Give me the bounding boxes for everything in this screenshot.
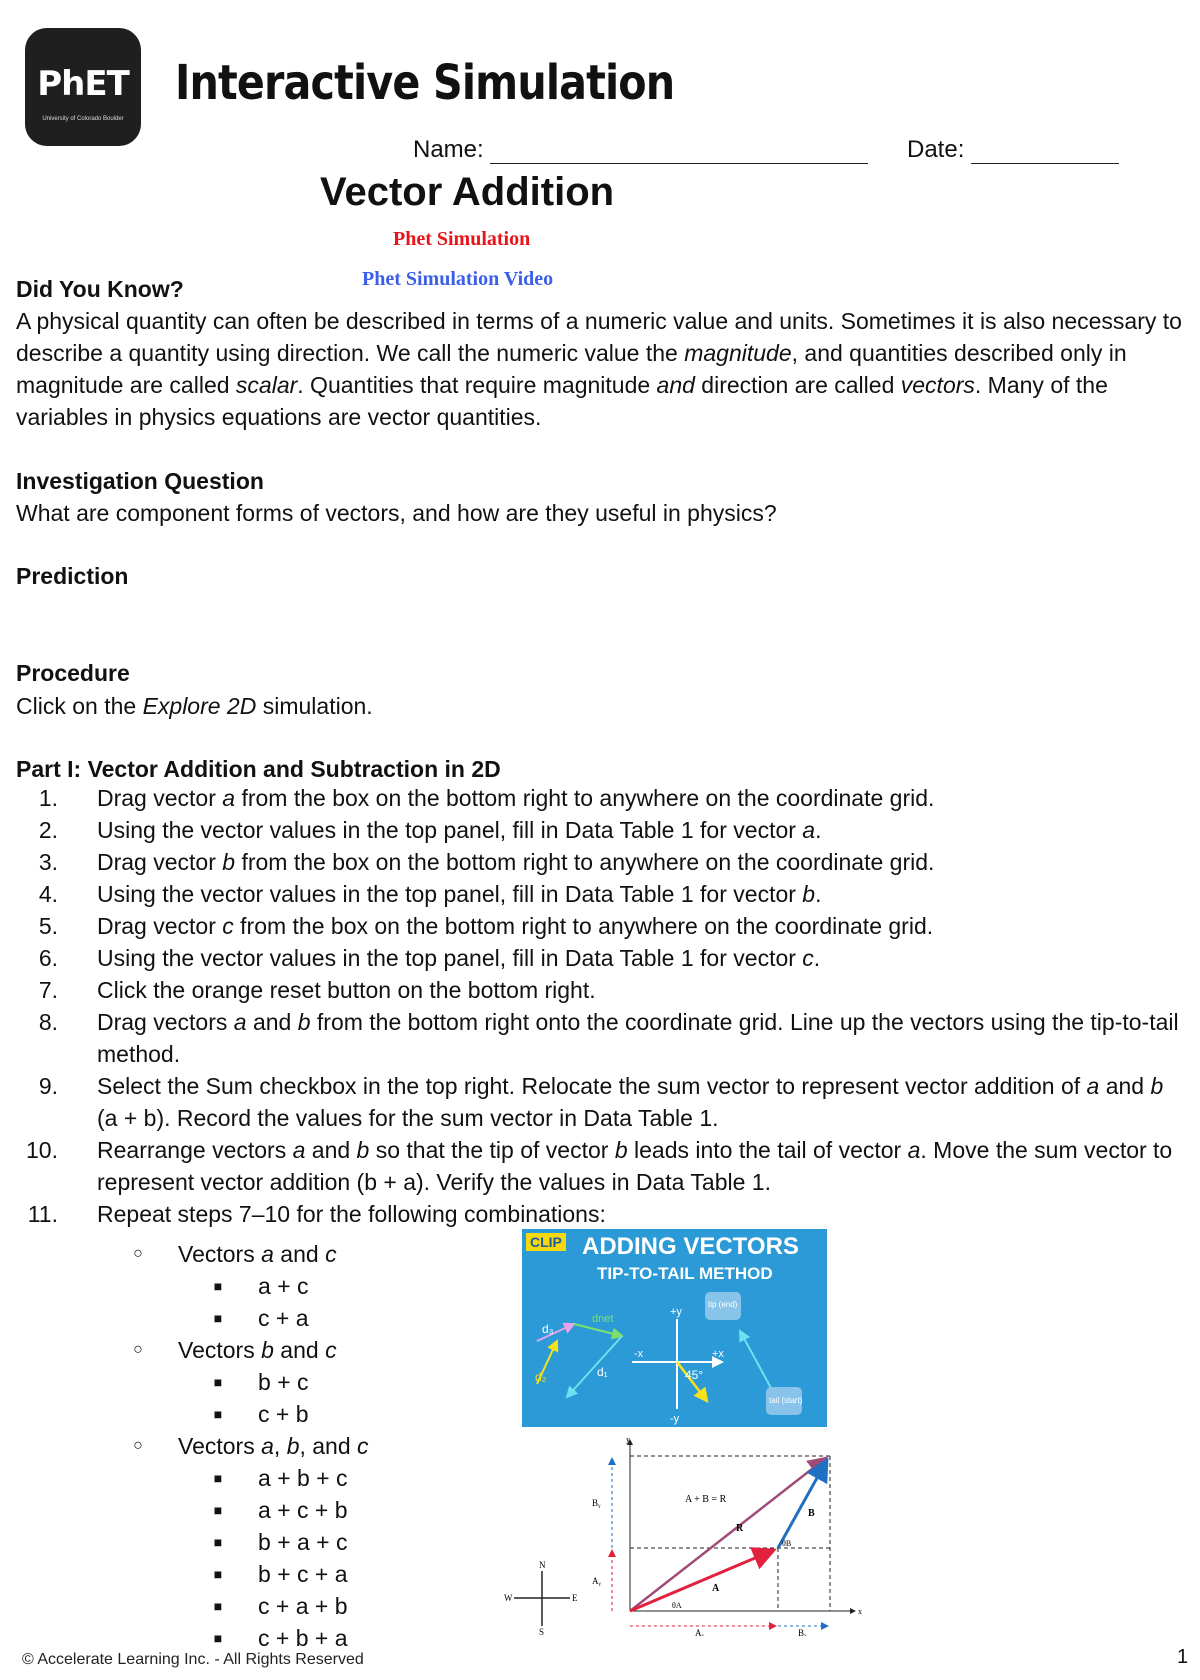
did-you-know-paragraph: A physical quantity can often be described in terms of a numeric value and units. Sometimes it is also necessary to describe a quantity using direction. We call the numeric value the magnitude, and quantities described only in magnitude are called scalar. Quantities that require magnitude and direction are called vectors. Many of the variables in physics equations are vector quantities. [16, 308, 1182, 430]
compass-e: E [572, 1593, 578, 1603]
procedure-step [0, 1006, 1185, 1070]
step-number: 3. [38, 849, 58, 875]
step-number: 4. [38, 881, 58, 907]
procedure-step [0, 910, 1185, 942]
circle-bullet-icon: ○ [133, 1245, 143, 1262]
clip-label-d2: d₂ [535, 1370, 547, 1384]
step-number: 5. [38, 913, 58, 939]
date-blank[interactable] [971, 139, 1119, 164]
investigation-question: What are component forms of vectors, and how are they useful in physics? [16, 500, 777, 526]
combination-item: ■ a + c + b [258, 1494, 348, 1526]
name-field-group [413, 136, 868, 164]
step-text: Click the orange reset button on the bottom right. [97, 977, 596, 1003]
procedure-heading: Procedure [16, 660, 130, 686]
diagram-label-theta-a: θA [672, 1601, 682, 1610]
diagram-label-r: R [736, 1523, 744, 1534]
clip-vector-d1 [567, 1336, 622, 1397]
step-text: Using the vector values in the top panel, fill in Data Table 1 for vector c. [97, 945, 821, 971]
procedure-step [0, 942, 1185, 974]
name-blank[interactable] [490, 139, 868, 164]
did-you-know-heading: Did You Know? [16, 276, 184, 302]
procedure-step [0, 878, 1185, 910]
part-1-heading: Part I: Vector Addition and Subtraction in 2D [16, 756, 501, 782]
diagram-vector-r [630, 1458, 826, 1611]
phet-simulation-link[interactable]: Phet Simulation [393, 228, 531, 250]
square-bullet-icon: ■ [213, 1374, 223, 1390]
combination-item: ■ a + c [258, 1270, 309, 1302]
diagram-label-y: y [626, 1436, 630, 1444]
header-title: Interactive Simulation [175, 55, 675, 111]
clip-label-plus-x: +x [712, 1348, 724, 1360]
clip-label-dnet: dnet [592, 1313, 614, 1325]
procedure-step [0, 814, 1185, 846]
circle-bullet-icon: ○ [133, 1437, 143, 1454]
clip-subtitle: TIP-TO-TAIL METHOD [597, 1264, 773, 1283]
name-label: Name: [413, 136, 484, 163]
phet-simulation-video-link[interactable]: Phet Simulation Video [362, 268, 554, 290]
clip-title: ADDING VECTORS [582, 1233, 799, 1260]
diagram-label-theta-b: θB [782, 1539, 792, 1548]
footer-copyright: © Accelerate Learning Inc. - All Rights Reserved [22, 1651, 364, 1668]
step-text: Using the vector values in the top panel, fill in Data Table 1 for vector b. [97, 881, 822, 907]
combination-item: ■ a + b + c [258, 1462, 348, 1494]
step-text: Select the Sum checkbox in the top right. Relocate the sum vector to represent vector addition of a and b (a + b). Record the values for the sum vector in Data Table 1. [97, 1073, 1164, 1131]
diagram-label-ay: Aᵧ [592, 1576, 601, 1586]
square-bullet-icon: ■ [213, 1470, 223, 1486]
procedure-step [0, 1134, 1185, 1198]
step-number: 10. [26, 1137, 58, 1163]
step-text: Drag vector c from the box on the bottom right to anywhere on the coordinate grid. [97, 913, 934, 939]
step-number: 7. [38, 977, 58, 1003]
page-title: Vector Addition [320, 170, 615, 214]
logo-subtext: University of Colorado Boulder [42, 116, 124, 122]
step-text: Repeat steps 7–10 for the following combinations: [97, 1201, 606, 1227]
circle-bullet-icon: ○ [133, 1341, 143, 1358]
diagram-vector-b [778, 1460, 827, 1548]
combination-group-label: ○ Vectors a and c [178, 1238, 337, 1270]
procedure-step [0, 782, 1185, 814]
diagram-label-by: Bᵧ [592, 1498, 601, 1508]
diagram-label-a: A [712, 1583, 720, 1594]
step-number: 6. [38, 945, 58, 971]
date-field-group [907, 136, 1119, 164]
step-text: Drag vectors a and b from the bottom right onto the coordinate grid. Line up the vectors using the tip-to-tail method. [97, 1009, 1179, 1067]
combination-item: ■ b + a + c [258, 1526, 348, 1558]
vector-component-diagram [500, 1436, 870, 1636]
date-label: Date: [907, 136, 965, 163]
square-bullet-icon: ■ [213, 1310, 223, 1326]
clip-tip-label: tip (end) [708, 1300, 738, 1309]
clip-label-minus-x: -x [634, 1348, 644, 1360]
diagram-label-b: B [808, 1508, 815, 1519]
step-text: Drag vector b from the box on the bottom right to anywhere on the coordinate grid. [97, 849, 935, 875]
combination-item: ■ c + b [258, 1398, 309, 1430]
phet-logo [25, 28, 141, 146]
square-bullet-icon: ■ [213, 1598, 223, 1614]
square-bullet-icon: ■ [213, 1278, 223, 1294]
adding-vectors-video-clip[interactable] [522, 1229, 827, 1427]
clip-tag: CLIP [526, 1233, 566, 1251]
clip-illustration [522, 1229, 827, 1427]
step-text: Using the vector values in the top panel, fill in Data Table 1 for vector a. [97, 817, 822, 843]
procedure-step [0, 974, 1185, 1006]
diagram-vector-a [630, 1550, 774, 1611]
combination-item: ■ c + a + b [258, 1590, 348, 1622]
diagram-equation: A + B = R [685, 1494, 727, 1505]
combination-item: ■ b + c + a [258, 1558, 348, 1590]
square-bullet-icon: ■ [213, 1534, 223, 1550]
page-number: 1 [1177, 1646, 1189, 1668]
step-text: Rearrange vectors a and b so that the tip of vector b leads into the tail of vector a. Move the sum vector to represent vector addition (b + a). Verify the values in Data Table 1. [97, 1137, 1173, 1195]
clip-angle-label: 45° [685, 1368, 704, 1382]
logo-text: PhET [37, 64, 129, 104]
procedure-steps [0, 782, 1185, 1230]
investigation-heading: Investigation Question [16, 468, 264, 494]
clip-vector-dnet [574, 1324, 622, 1336]
prediction-heading: Prediction [16, 563, 129, 589]
procedure-step [0, 1198, 1185, 1230]
step-number: 8. [38, 1009, 58, 1035]
step-number: 9. [38, 1073, 58, 1099]
procedure-step [0, 1070, 1185, 1134]
step-number: 1. [38, 785, 58, 811]
combination-item: ■ c + a [258, 1302, 309, 1334]
diagram-label-bx: Bₓ [798, 1628, 807, 1636]
square-bullet-icon: ■ [213, 1406, 223, 1422]
clip-label-minus-y: -y [670, 1413, 680, 1425]
square-bullet-icon: ■ [213, 1566, 223, 1582]
step-number: 2. [38, 817, 58, 843]
square-bullet-icon: ■ [213, 1502, 223, 1518]
compass-w: W [504, 1593, 513, 1603]
combination-group-label: ○ Vectors a, b, and c [178, 1430, 369, 1462]
combination-group-label: ○ Vectors b and c [178, 1334, 337, 1366]
step-text: Drag vector a from the box on the bottom right to anywhere on the coordinate grid. [97, 785, 935, 811]
clip-tail-label: tail (start) [769, 1396, 803, 1405]
combination-item: ■ b + c [258, 1366, 309, 1398]
compass-n: N [539, 1560, 546, 1570]
clip-label-d1: d₁ [597, 1365, 608, 1379]
compass-s: S [539, 1627, 545, 1636]
step-number: 11. [27, 1201, 58, 1227]
combination-item: ■ c + b + a [258, 1622, 348, 1654]
procedure-step [0, 846, 1185, 878]
clip-label-plus-y: +y [670, 1306, 682, 1318]
diagram-label-ax: Aₓ [695, 1628, 705, 1636]
procedure-text: Click on the Explore 2D simulation. [16, 693, 373, 719]
square-bullet-icon: ■ [213, 1630, 223, 1646]
clip-label-d3: d₃ [542, 1322, 554, 1336]
diagram-label-x: x [858, 1607, 862, 1616]
